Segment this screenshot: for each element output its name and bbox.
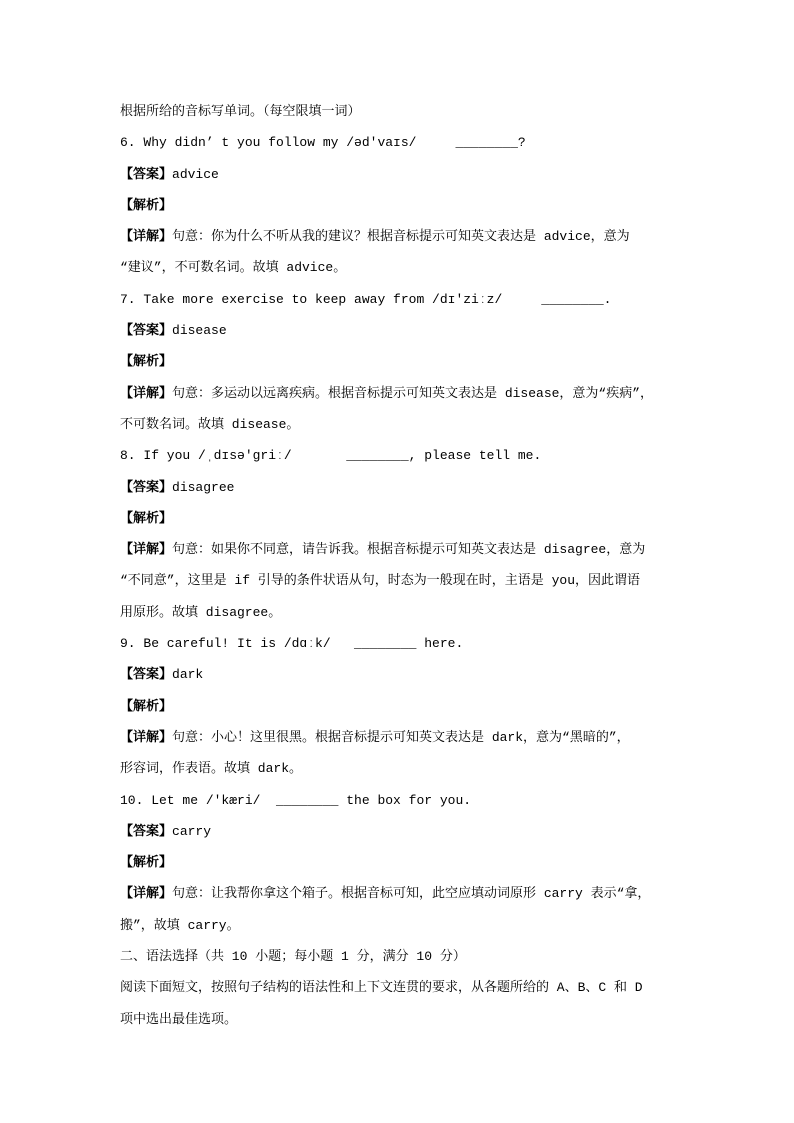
answer-label: 【答案】 xyxy=(120,823,173,839)
detail-text: 用原形。故填 disagree。 xyxy=(120,604,282,620)
analysis-label: 【解析】 xyxy=(120,698,173,714)
detail-label: 【详解】 xyxy=(120,729,173,745)
detail-label: 【详解】 xyxy=(120,542,173,558)
answer-text: carry xyxy=(172,823,212,839)
analysis-line xyxy=(120,691,760,722)
question-stem: 10. Let me /'kæri/ ________ the box for you. xyxy=(120,792,472,808)
detail-text: “不同意”，这里是 if 引导的条件状语从句，时态为一般现在时，主语是 you，因此谓语 xyxy=(120,573,641,589)
detail-label: 【详解】 xyxy=(120,229,173,245)
question-stem: 8. If you /ˌdɪsə'ɡriː/ ________, please tell me. xyxy=(120,448,542,464)
detail-line xyxy=(120,534,760,565)
answer-line xyxy=(120,472,760,503)
detail-text: 句意：多运动以远离疾病。根据音标提示可知英文表达是 disease，意为“疾病”， xyxy=(172,385,654,401)
detail-label: 【详解】 xyxy=(120,385,173,401)
analysis-label: 【解析】 xyxy=(120,354,173,370)
section-instruction: 项中选出最佳选项。 xyxy=(120,1011,238,1027)
detail-label: 【详解】 xyxy=(120,886,173,902)
answer-text: dark xyxy=(172,667,204,683)
section-instruction: 阅读下面短文，按照句子结构的语法性和上下文连贯的要求，从各题所给的 A、B、C 和 D xyxy=(120,980,643,996)
analysis-label: 【解析】 xyxy=(120,510,173,526)
answer-label: 【答案】 xyxy=(120,323,173,339)
detail-line xyxy=(120,378,760,409)
detail-text: 句意：让我帮你拿这个箱子。根据音标可知，此空应填动词原形 carry 表示“拿， xyxy=(172,886,651,902)
section-instruction: 根据所给的音标写单词。（每空限填一词） xyxy=(120,104,361,119)
analysis-line xyxy=(120,346,760,377)
document-page xyxy=(120,96,760,1035)
analysis-line xyxy=(120,847,760,878)
answer-text: disagree xyxy=(172,479,235,495)
answer-line xyxy=(120,159,760,190)
section-title: 二、语法选择（共 10 小题；每小题 1 分，满分 10 分） xyxy=(120,949,466,965)
answer-label: 【答案】 xyxy=(120,166,173,182)
analysis-line xyxy=(120,503,760,534)
analysis-label: 【解析】 xyxy=(120,197,173,213)
analysis-label: 【解析】 xyxy=(120,855,173,871)
detail-text: 句意：如果你不同意，请告诉我。根据音标提示可知英文表达是 disagree，意为 xyxy=(172,542,646,558)
detail-text: 句意：你为什么不听从我的建议？根据音标提示可知英文表达是 advice，意为 xyxy=(172,229,630,245)
detail-text: “建议”，不可数名词。故填 advice。 xyxy=(120,260,347,276)
detail-text: 句意：小心！这里很黑。根据音标提示可知英文表达是 dark，意为“黑暗的”， xyxy=(172,729,630,745)
answer-line xyxy=(120,816,760,847)
detail-line xyxy=(120,878,760,909)
detail-text: 形容词，作表语。故填 dark。 xyxy=(120,761,303,777)
detail-text: 搬”，故填 carry。 xyxy=(120,917,240,933)
question-stem: 6. Why didn’ t you follow my /əd'vaɪs/ ________? xyxy=(120,135,526,151)
answer-text: disease xyxy=(172,323,227,339)
answer-text: advice xyxy=(172,166,219,182)
question-stem: 9. Be careful! It is /dɑːk/ ________ here. xyxy=(120,636,464,652)
answer-line xyxy=(120,659,760,690)
answer-line xyxy=(120,315,760,346)
detail-line xyxy=(120,221,760,252)
question-stem: 7. Take more exercise to keep away from /dɪ'ziːz/ ________. xyxy=(120,291,612,307)
detail-line xyxy=(120,722,760,753)
answer-label: 【答案】 xyxy=(120,667,173,683)
analysis-line xyxy=(120,190,760,221)
answer-label: 【答案】 xyxy=(120,479,173,495)
detail-text: 不可数名词。故填 disease。 xyxy=(120,416,300,432)
